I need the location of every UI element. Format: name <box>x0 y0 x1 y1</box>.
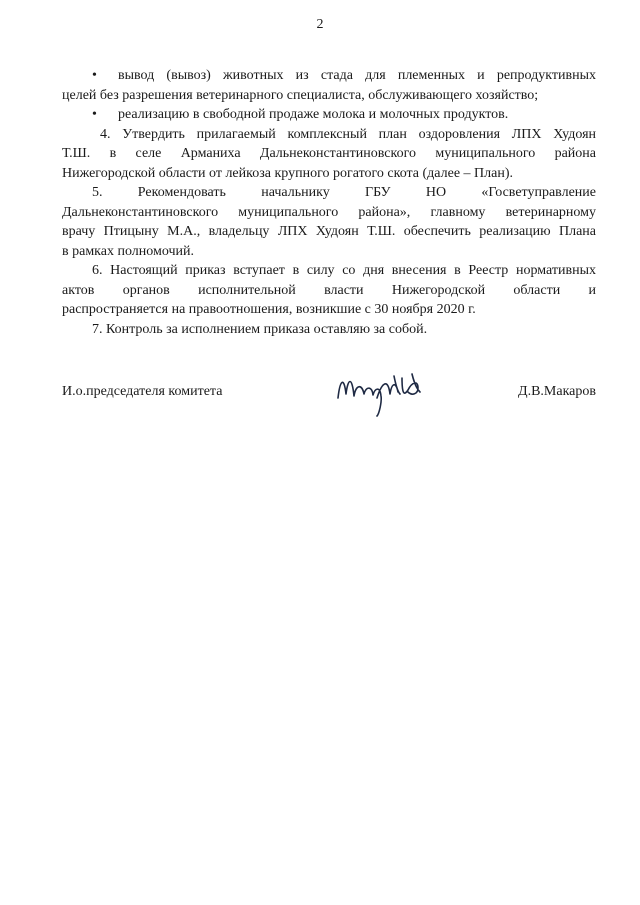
bullet-item-sale-text: реализацию в свободной продаже молока и молочных продуктов. <box>118 107 509 122</box>
bullet-icon: • <box>92 107 97 122</box>
bullet-icon: • <box>92 68 97 83</box>
paragraph-7: 7. Контроль за исполнением приказа оставляю за собой. <box>92 321 428 337</box>
paragraph-4-line3: Нижегородской области от лейкоза крупного рогатого скота (далее – План). <box>62 165 514 181</box>
signature-block <box>62 368 596 418</box>
signatory-name: Д.В.Макаров <box>518 384 596 399</box>
paragraph-4-line2: Т.Ш. в селе Арманиха Дальнеконстантиновского муниципального района <box>62 146 596 161</box>
paragraph-4-line1: 4. Утвердить прилагаемый комплексный план оздоровления ЛПХ Худоян <box>100 126 596 142</box>
paragraph-5-line3: врачу Птицыну М.А., владельцу ЛПХ Худоян Т.Ш. обеспечить реализацию Плана <box>62 224 596 239</box>
paragraph-6-line3: распространяется на правоотношения, возникшие с 30 ноября 2020 г. <box>62 302 476 317</box>
paragraph-5-line2: Дальнеконстантиновского муниципального района», главному ветеринарному <box>62 204 596 220</box>
bullet-item-removal <box>62 66 596 86</box>
paragraph-5-line4: в рамках полномочий. <box>62 243 195 259</box>
paragraph-6-line1: 6. Настоящий приказ вступает в силу со дня внесения в Реестр нормативных <box>92 263 596 278</box>
page-number: 2 <box>316 17 324 32</box>
handwritten-signature <box>332 368 427 418</box>
bullet-item-removal-cont: целей без разрешения ветеринарного специалиста, обслуживающего хозяйство; <box>62 87 539 103</box>
bullet-item-sale <box>62 105 596 125</box>
paragraph-5-line1: 5. Рекомендовать начальнику ГБУ НО «Госветуправление <box>92 185 596 200</box>
signatory-title: И.о.председателя комитета <box>62 384 223 399</box>
bullet-item-removal-line1: вывод (вывоз) животных из стада для племенных и репродуктивных <box>118 68 596 83</box>
order-body <box>62 66 596 339</box>
paragraph-6-line2: актов органов исполнительной власти Нижегородской области и <box>62 282 596 298</box>
